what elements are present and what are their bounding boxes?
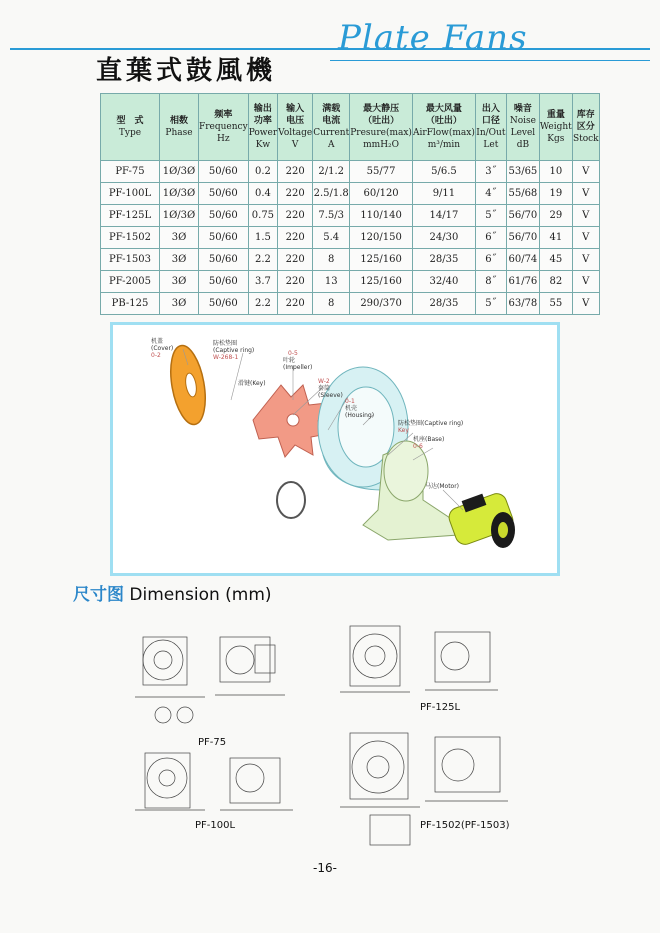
table-cell: 82 (539, 271, 572, 293)
drawing-label-pf-1502: PF-1502(PF-1503) (420, 820, 510, 831)
table-row (101, 183, 600, 205)
table-cell: 29 (539, 205, 572, 227)
label-impeller-code: 0-5 (288, 350, 298, 357)
table-cell: 2.2 (248, 249, 277, 271)
table-cell: 220 (278, 227, 313, 249)
column-header: 库存 区分 Stock (572, 94, 599, 161)
table-cell: 1Ø/3Ø (160, 161, 199, 183)
table-cell: 10 (539, 161, 572, 183)
table-row (101, 249, 600, 271)
table-cell: 56/70 (506, 205, 539, 227)
column-header: 型 式 Type (101, 94, 160, 161)
table-cell: 3Ø (160, 249, 199, 271)
header-rule-secondary (330, 60, 650, 61)
table-cell: V (572, 205, 599, 227)
column-header: 满载 电流 Current A (313, 94, 350, 161)
exploded-view-diagram (110, 322, 560, 576)
table-cell: 55/68 (506, 183, 539, 205)
drawing-label-pf-125l: PF-125L (420, 702, 461, 713)
table-cell: 5.4 (313, 227, 350, 249)
table-cell: 8˝ (475, 271, 506, 293)
label-captive-ring: 防松垫圈 (213, 340, 238, 347)
table-cell: PF-125L (101, 205, 160, 227)
table-cell: 55/77 (350, 161, 413, 183)
table-cell: PB-125 (101, 293, 160, 315)
table-row (101, 293, 600, 315)
table-cell: 32/40 (412, 271, 475, 293)
table-cell: 0.75 (248, 205, 277, 227)
table-cell: 3Ø (160, 227, 199, 249)
table-cell: PF-75 (101, 161, 160, 183)
table-cell: 3Ø (160, 293, 199, 315)
table-cell: 50/60 (199, 183, 249, 205)
table-cell: 220 (278, 205, 313, 227)
table-cell: 19 (539, 183, 572, 205)
table-cell: 220 (278, 183, 313, 205)
table-cell: 0.2 (248, 161, 277, 183)
dimension-title-en: Dimension (mm) (129, 585, 272, 605)
table-cell: 45 (539, 249, 572, 271)
table-cell: 5˝ (475, 293, 506, 315)
table-cell: V (572, 293, 599, 315)
table-cell: 50/60 (199, 293, 249, 315)
drawing-pf-100l (135, 748, 295, 818)
column-header: 重量 Weight Kgs (539, 94, 572, 161)
table-cell: 220 (278, 293, 313, 315)
column-header: 频率 Frequency Hz (199, 94, 249, 161)
table-cell: 3˝ (475, 161, 506, 183)
table-cell: PF-2005 (101, 271, 160, 293)
table-cell: 4˝ (475, 183, 506, 205)
label-sleeve-code: W-2 (318, 378, 330, 385)
table-cell: 28/35 (412, 293, 475, 315)
column-header: 最大静压 （吐出） Presure(max) mmH₂O (350, 94, 413, 161)
label-impeller-cn: 叶轮 (283, 357, 296, 364)
table-cell: 50/60 (199, 227, 249, 249)
exploded-view-svg (113, 325, 557, 573)
label-sleeve-en: (Sleeve) (318, 392, 343, 399)
brand-title: Plate Fans (338, 18, 528, 58)
drawing-pf-1502 (340, 725, 510, 855)
dimension-title (73, 580, 272, 605)
label-captive-ring-code: W-268-1 (213, 354, 239, 361)
column-header: 输出 功率 Power Kw (248, 94, 277, 161)
column-header: 输入 电压 Voltage V (278, 94, 313, 161)
table-cell: 1Ø/3Ø (160, 205, 199, 227)
label-cover-code: 0-2 (151, 352, 161, 359)
label-base: 机座(Base) (413, 436, 445, 443)
table-cell: 56/70 (506, 227, 539, 249)
label-housing-cn: 机壳 (345, 405, 358, 412)
table-cell: V (572, 271, 599, 293)
table-cell: 14/17 (412, 205, 475, 227)
label-sleeve-cn: 套筒 (318, 385, 331, 392)
table-cell: 50/60 (199, 205, 249, 227)
table-cell: 2.2 (248, 293, 277, 315)
table-cell: 50/60 (199, 249, 249, 271)
table-cell: PF-100L (101, 183, 160, 205)
spec-table (100, 93, 600, 315)
table-cell: 220 (278, 161, 313, 183)
table-cell: 13 (313, 271, 350, 293)
table-row (101, 161, 600, 183)
table-row (101, 205, 600, 227)
label-housing-code: 0-1 (345, 398, 355, 405)
label-motor: 马达(Motor) (425, 483, 460, 490)
column-header: 出入 口径 In/Out Let (475, 94, 506, 161)
table-cell: V (572, 227, 599, 249)
table-cell: 53/65 (506, 161, 539, 183)
spec-table-body (101, 161, 600, 315)
label-cover-en: (Cover) (151, 345, 174, 352)
drawing-label-pf-75: PF-75 (198, 737, 227, 748)
table-cell: 50/60 (199, 271, 249, 293)
table-cell: 55 (539, 293, 572, 315)
table-cell: 1.5 (248, 227, 277, 249)
page-number: -16- (313, 861, 337, 875)
table-cell: V (572, 183, 599, 205)
product-title-cn: 直葉式鼓風機 (96, 56, 277, 86)
table-cell: 2/1.2 (313, 161, 350, 183)
label-impeller-en: (Impeller) (283, 364, 313, 371)
table-cell: 110/140 (350, 205, 413, 227)
table-cell: 63/78 (506, 293, 539, 315)
table-cell: 120/150 (350, 227, 413, 249)
motor-part (446, 491, 515, 548)
label-base-code: 0-6 (413, 443, 423, 450)
table-cell: 8 (313, 249, 350, 271)
table-cell: PF-1502 (101, 227, 160, 249)
table-cell: 24/30 (412, 227, 475, 249)
column-header: 相数 Phase (160, 94, 199, 161)
column-header: 最大风量 （吐出） AirFlow(max) m³/min (412, 94, 475, 161)
spec-table-header (101, 94, 600, 161)
label-captive-ring-2: 防松垫圈(Captive ring) (398, 420, 464, 427)
table-cell: 7.5/3 (313, 205, 350, 227)
table-cell: 290/370 (350, 293, 413, 315)
label-captive-ring-en: (Captive ring) (213, 347, 255, 354)
drawing-label-pf-100l: PF-100L (195, 820, 236, 831)
table-row (101, 227, 600, 249)
table-cell: 6˝ (475, 227, 506, 249)
table-cell: V (572, 161, 599, 183)
table-cell: 61/76 (506, 271, 539, 293)
drawing-pf-75 (135, 615, 295, 735)
cover-part (165, 343, 210, 427)
table-cell: 2.5/1.8 (313, 183, 350, 205)
table-cell: 5˝ (475, 205, 506, 227)
table-cell: V (572, 249, 599, 271)
table-cell: 5/6.5 (412, 161, 475, 183)
label-housing-en: (Housing) (345, 412, 375, 419)
label-cover-cn: 机盖 (151, 338, 164, 345)
table-cell: 50/60 (199, 161, 249, 183)
table-cell: 125/160 (350, 271, 413, 293)
table-cell: PF-1503 (101, 249, 160, 271)
table-cell: 8 (313, 293, 350, 315)
table-cell: 9/11 (412, 183, 475, 205)
table-cell: 60/74 (506, 249, 539, 271)
label-key: 滑键(Key) (238, 380, 266, 387)
table-cell: 28/35 (412, 249, 475, 271)
table-cell: 41 (539, 227, 572, 249)
table-cell: 3.7 (248, 271, 277, 293)
table-cell: 60/120 (350, 183, 413, 205)
label-key-2: Key (398, 427, 409, 434)
drawing-pf-125l (340, 612, 500, 712)
table-cell: 1Ø/3Ø (160, 183, 199, 205)
table-cell: 0.4 (248, 183, 277, 205)
table-cell: 125/160 (350, 249, 413, 271)
dimension-title-cn: 尺寸图 (73, 585, 124, 605)
table-cell: 3Ø (160, 271, 199, 293)
table-cell: 220 (278, 249, 313, 271)
table-cell: 6˝ (475, 249, 506, 271)
table-cell: 220 (278, 271, 313, 293)
table-row (101, 271, 600, 293)
column-header: 噪音 Noise Level dB (506, 94, 539, 161)
